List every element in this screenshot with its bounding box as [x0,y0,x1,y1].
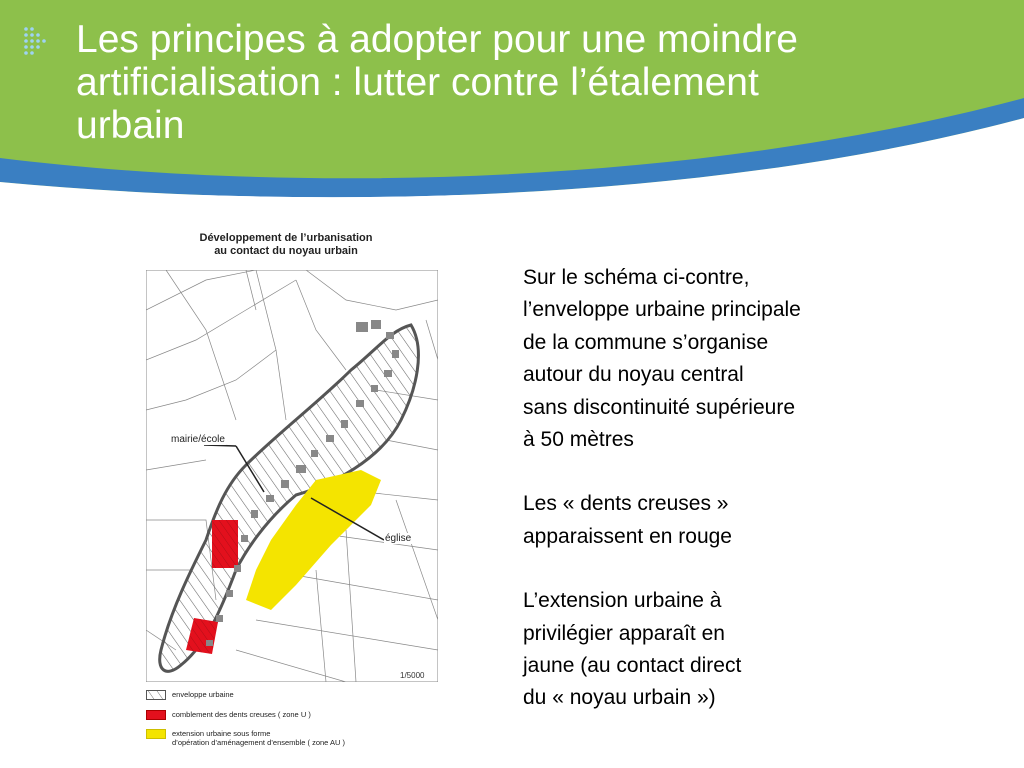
slide-title [76,18,976,147]
legend-swatch-red [146,710,166,720]
legend-swatch-yellow [146,729,166,739]
slide-title-line: urbain [76,104,185,147]
legend-item-enveloppe [146,690,234,700]
body-line: à 50 mètres [523,428,634,452]
legend-swatch-hatch [146,690,166,700]
legend-text: extension urbaine sous forme [172,729,271,738]
figure-title-line: Développement de l’urbanisation [199,232,373,244]
dent-creuse-zone-upper [212,520,238,568]
body-line: privilégier apparaît en [523,621,725,645]
body-line: l’enveloppe urbaine principale [523,298,801,322]
eglise-label: église [385,533,412,544]
slide-title-line: Les principes à adopter pour une moindre [76,18,798,61]
legend-text: enveloppe urbaine [172,690,234,699]
body-line: apparaissent en rouge [523,524,732,548]
legend-item-extension [146,729,345,747]
map-scale: 1/5000 [400,671,425,680]
legend-text: d’opération d’aménagement d’ensemble ( zone AU ) [172,738,346,747]
body-line: jaune (au contact direct [523,654,742,678]
body-line: Sur le schéma ci-contre, [523,266,750,289]
body-line: du « noyau urbain ») [523,686,716,710]
figure-title-line: au contact du noyau urbain [214,245,358,257]
legend-text: comblement des dents creuses ( zone U ) [172,710,311,719]
body-line: de la commune s’organise [523,330,769,354]
mairie-ecole-label: mairie/école [171,434,225,445]
body-line: L’extension urbaine à [523,589,722,613]
body-line: Les « dents creuses » [523,492,729,516]
urbanisation-map [146,270,438,682]
body-paragraph [523,262,903,456]
body-paragraph [523,585,903,715]
mairie-leader-line [204,445,236,446]
figure-title [140,232,432,258]
legend-item-dents-creuses [146,710,311,720]
body-line: sans discontinuité supérieure [523,395,795,419]
body-paragraph [523,488,903,553]
body-line: autour du noyau central [523,363,744,387]
body-text [523,262,903,747]
dot-grid-bullet-icon [22,26,56,56]
slide-title-line: artificialisation : lutter contre l’étalement [76,61,759,104]
